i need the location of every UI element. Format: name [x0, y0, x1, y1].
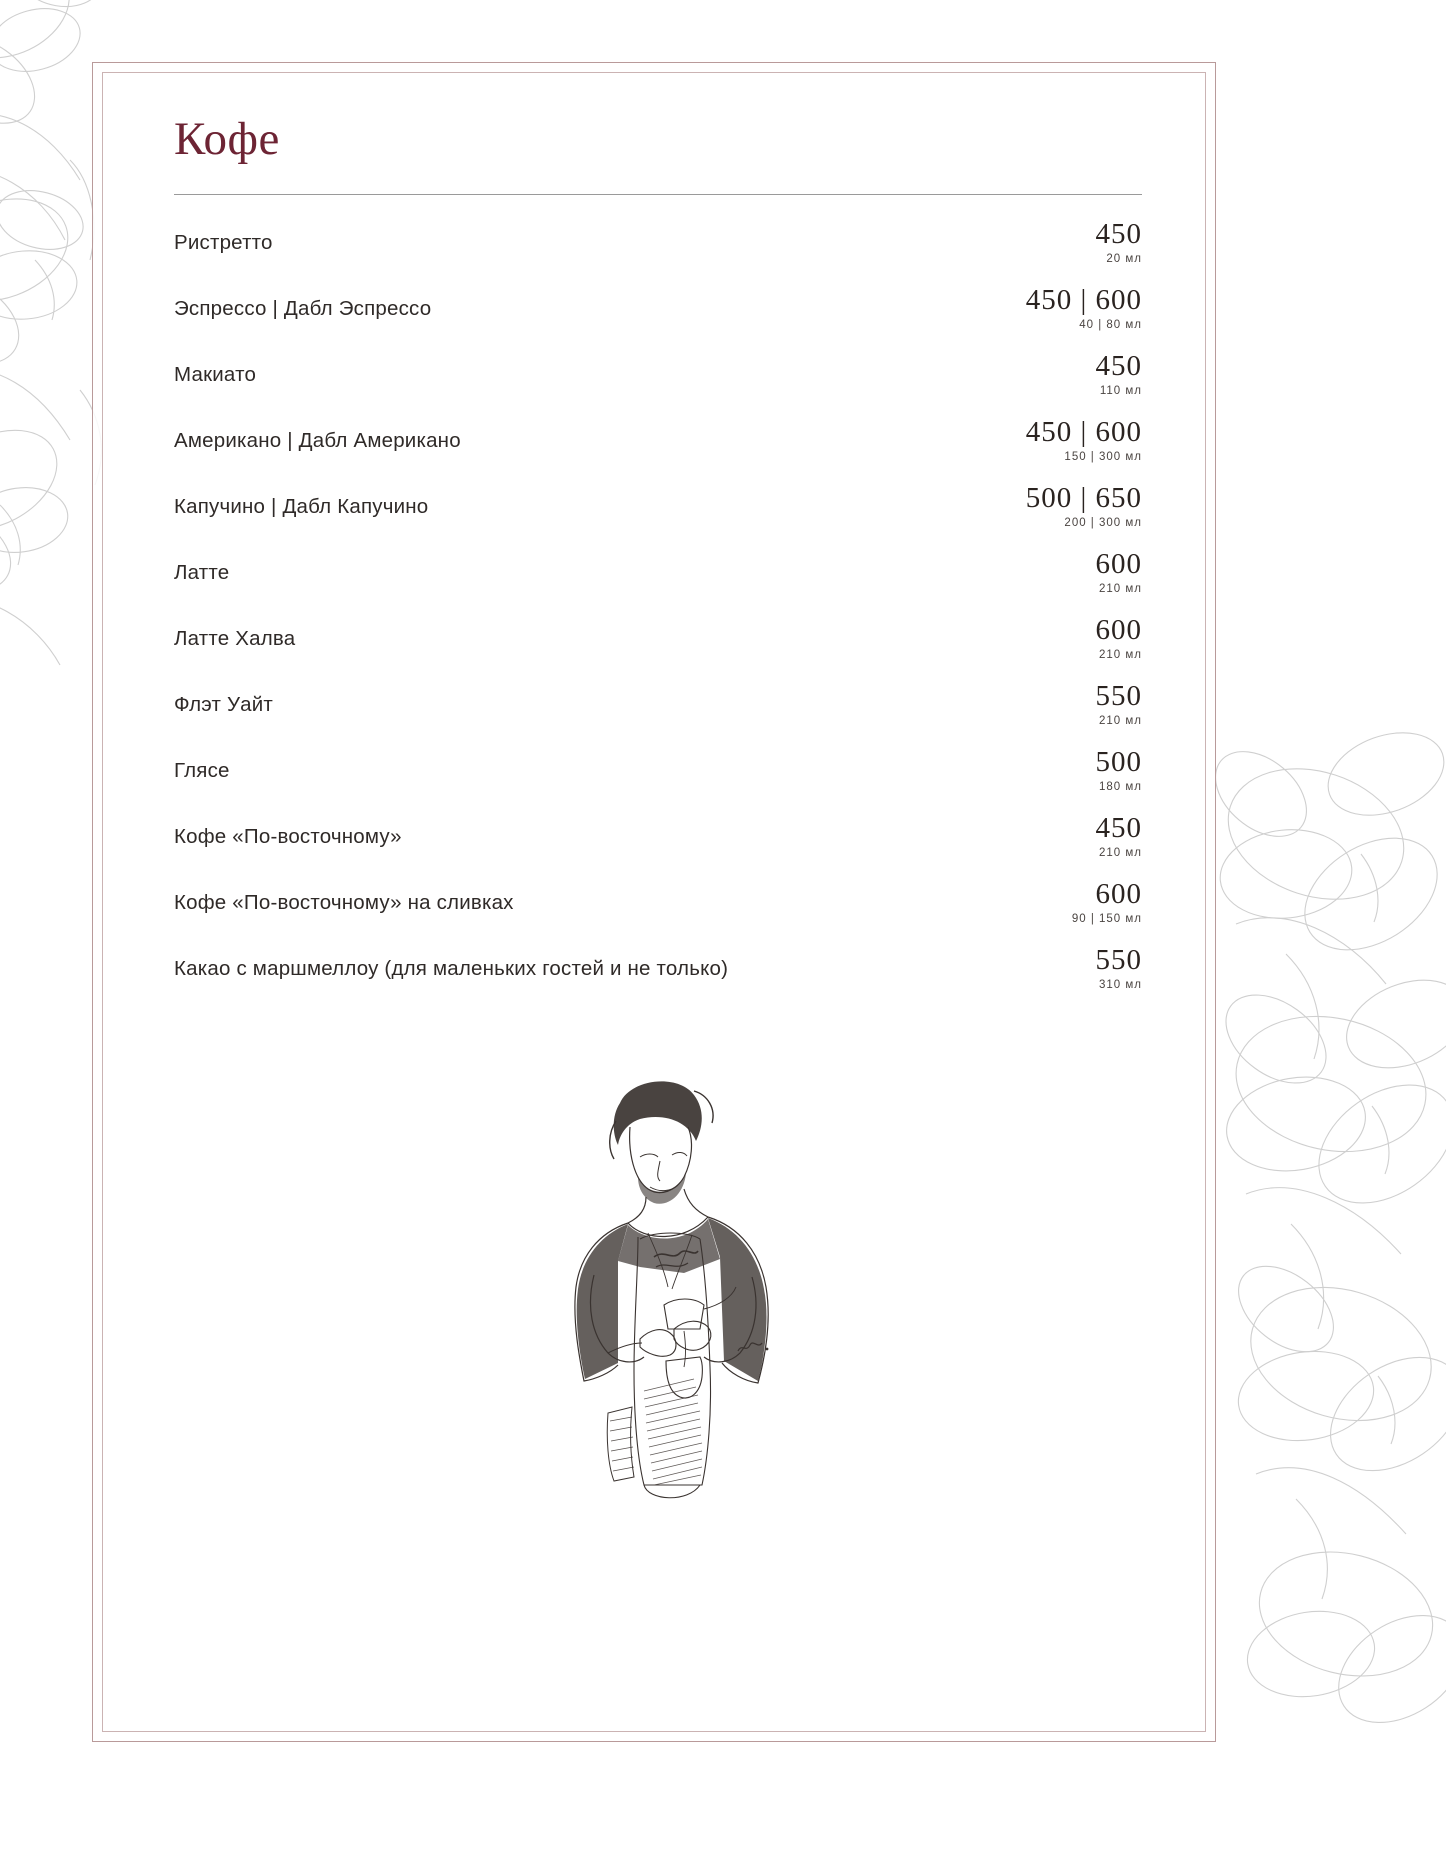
- menu-item: [174, 807, 1142, 873]
- barista-illustration: [174, 1061, 1142, 1511]
- menu-item-price-block: [942, 213, 1142, 265]
- menu-item-price-block: [942, 807, 1142, 859]
- menu-item-name: Кофе «По-восточному» на сливках: [174, 890, 514, 914]
- menu-item-volume: 210 мл: [1099, 583, 1142, 596]
- menu-item-price-block: [942, 609, 1142, 661]
- menu-item-price-block: [942, 411, 1142, 463]
- menu-item-volume: 210 мл: [1099, 715, 1142, 728]
- menu-item-name: Ристретто: [174, 230, 273, 254]
- menu-item-price: 450 | 600: [1025, 415, 1142, 448]
- menu-item-price: 600: [1095, 613, 1142, 646]
- menu-item-price: 600: [1095, 877, 1142, 910]
- menu-item-volume: 150 | 300 мл: [1064, 451, 1142, 464]
- menu-item-volume: 110 мл: [1099, 385, 1142, 398]
- menu-item: [174, 609, 1142, 675]
- menu-item-price: 550: [1095, 679, 1142, 712]
- menu-item-name: Капучино | Дабл Капучино: [174, 494, 429, 518]
- menu-item-price: 550: [1095, 943, 1142, 976]
- menu-item-volume: 180 мл: [1099, 781, 1142, 794]
- menu-item-price-block: [942, 477, 1142, 529]
- menu-item-name: Какао с маршмеллоу (для маленьких гостей и не только): [174, 956, 729, 980]
- menu-item: [174, 939, 1142, 1005]
- menu-item-price: 450: [1095, 217, 1142, 250]
- menu-item-price-block: [942, 345, 1142, 397]
- menu-item-name: Флэт Уайт: [174, 692, 274, 716]
- menu-item-volume: 40 | 80 мл: [1079, 319, 1142, 332]
- menu-item-volume: 200 | 300 мл: [1064, 517, 1142, 530]
- menu-item-name: Латте: [174, 560, 230, 584]
- menu-item-name: Глясе: [174, 758, 230, 782]
- menu-item-price: 450: [1095, 349, 1142, 382]
- menu-item: [174, 741, 1142, 807]
- menu-item: [174, 279, 1142, 345]
- menu-item-volume: 310 мл: [1099, 979, 1142, 992]
- menu-item-price: 500: [1095, 745, 1142, 778]
- menu-page-content: [92, 62, 1216, 1742]
- title-divider: [174, 194, 1142, 195]
- menu-item-price: 450 | 600: [1025, 283, 1142, 316]
- menu-item-price-block: [942, 741, 1142, 793]
- menu-item-name: Латте Халва: [174, 626, 296, 650]
- menu-item-price-block: [942, 675, 1142, 727]
- menu-item: [174, 873, 1142, 939]
- menu-item-price-block: [942, 279, 1142, 331]
- menu-item: [174, 411, 1142, 477]
- menu-item: [174, 543, 1142, 609]
- menu-item: [174, 345, 1142, 411]
- menu-item-volume: 90 | 150 мл: [1071, 913, 1142, 926]
- menu-item-volume: 210 мл: [1099, 649, 1142, 662]
- menu-item-price-block: [942, 873, 1142, 925]
- menu-item-name: Кофе «По-восточному»: [174, 824, 402, 848]
- menu-item-price: 450: [1095, 811, 1142, 844]
- menu-item-volume: 210 мл: [1099, 847, 1142, 860]
- menu-item: [174, 477, 1142, 543]
- menu-item: [174, 675, 1142, 741]
- menu-item-price: 600: [1095, 547, 1142, 580]
- coffee-menu-list: [174, 213, 1142, 1005]
- menu-item-name: Макиато: [174, 362, 257, 386]
- menu-item-price: 500 | 650: [1025, 481, 1142, 514]
- page-title: Кофе: [174, 113, 280, 165]
- menu-item-name: Американо | Дабл Американо: [174, 428, 461, 452]
- menu-item: [174, 213, 1142, 279]
- menu-item-price-block: [942, 543, 1142, 595]
- menu-item-volume: 20 мл: [1106, 253, 1142, 266]
- menu-item-price-block: [942, 939, 1142, 991]
- menu-item-name: Эспрессо | Дабл Эспрессо: [174, 296, 432, 320]
